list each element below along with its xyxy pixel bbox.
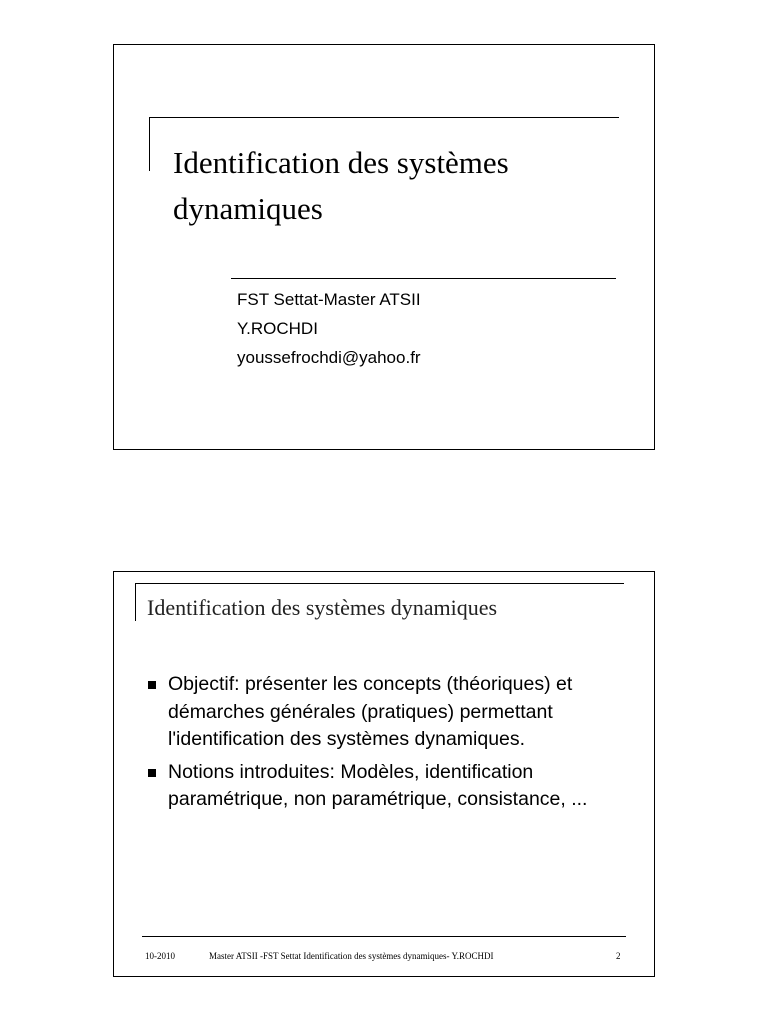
footer-rule <box>142 936 626 937</box>
title-rule-vertical <box>135 583 136 621</box>
square-bullet-icon <box>148 681 156 689</box>
email-line: youssefrochdi@yahoo.fr <box>237 348 421 367</box>
title-rule-horizontal <box>135 583 624 584</box>
footer-page-number: 2 <box>616 951 621 961</box>
title-rule-vertical <box>149 117 150 171</box>
bullet-text: Objectif: présenter les concepts (théoriques) et démarches générales (pratiques) permettant l'identification des systèmes dynamiques. <box>168 673 573 750</box>
author-line: Y.ROCHDI <box>237 319 318 338</box>
institution-line: FST Settat-Master ATSII <box>237 290 421 309</box>
title-rule-horizontal <box>149 117 619 118</box>
footer-text: Master ATSII -FST Settat Identification des systèmes dynamiques- Y.ROCHDI <box>209 951 494 961</box>
footer-date: 10-2010 <box>145 951 175 961</box>
bullet-item <box>147 671 627 754</box>
bullet-text: Notions introduites: Modèles, identification paramétrique, non paramétrique, consistance, ... <box>168 760 588 810</box>
bullet-item <box>147 759 627 814</box>
slide-1-subtitle <box>237 285 421 372</box>
slide-1 <box>113 44 655 450</box>
slide-2 <box>113 571 655 977</box>
square-bullet-icon <box>148 769 156 777</box>
slide-2-title: Identification des systèmes dynamiques <box>147 595 498 620</box>
slide-1-title: Identification des systèmes dynamiques <box>173 145 509 226</box>
subtitle-rule <box>231 278 616 279</box>
bullet-list <box>147 671 627 819</box>
